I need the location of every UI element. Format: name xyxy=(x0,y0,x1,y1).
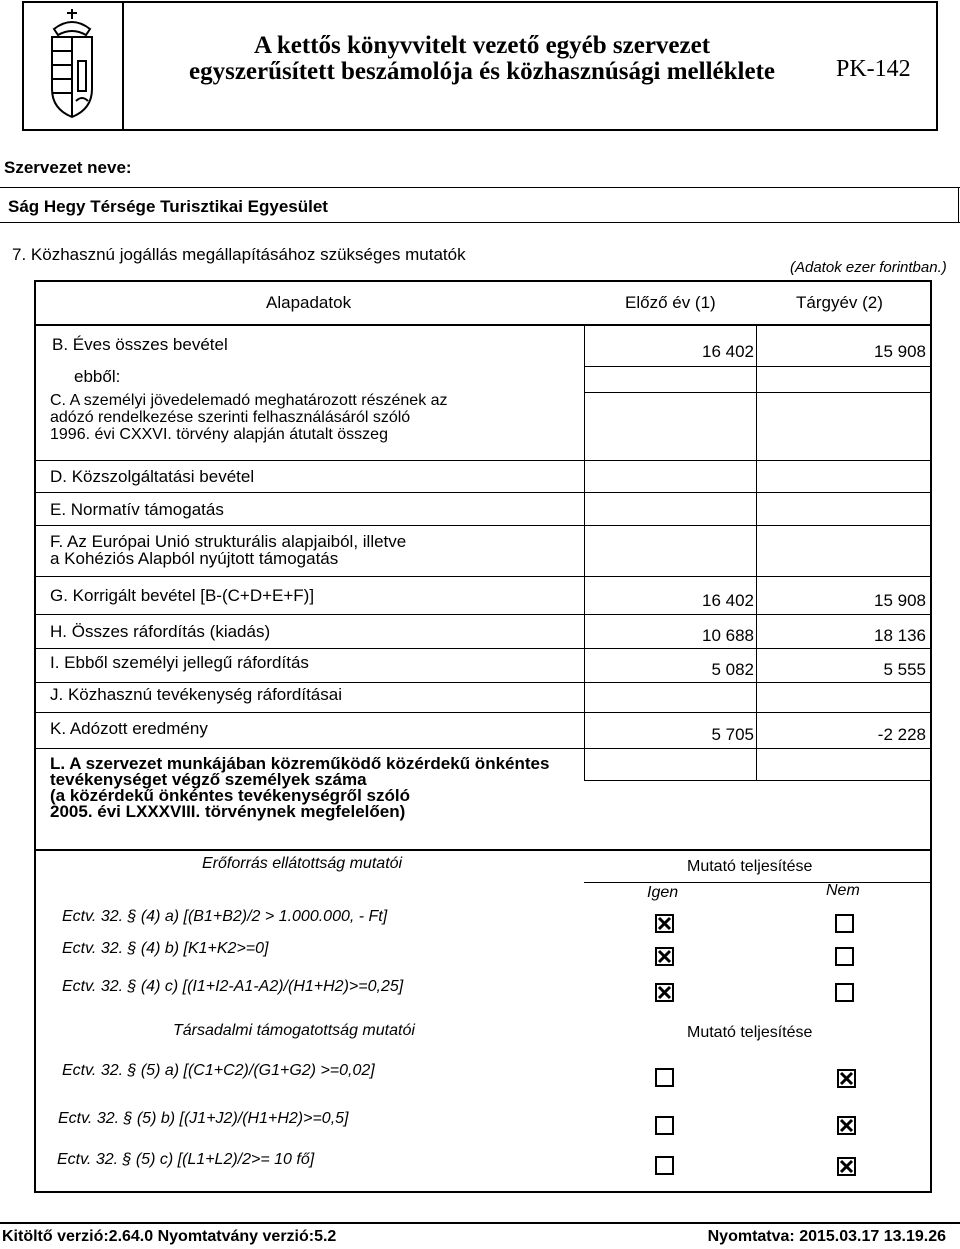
row-e-label: E. Normatív támogatás xyxy=(50,500,224,519)
table-header-rule xyxy=(34,324,932,326)
resource-item-1-label: Ectv. 32. § (4) a) [(B1+B2)/2 > 1.000.000, - Ft] xyxy=(62,908,388,925)
row-c-rule xyxy=(34,460,932,461)
resources-title: Erőforrás ellátottság mutatói xyxy=(202,855,403,872)
org-name-value: Ság Hegy Térsége Turisztikai Egyesület xyxy=(8,197,328,216)
social-item-1-yes-checkbox[interactable] xyxy=(655,1068,674,1087)
resources-yes-label: Igen xyxy=(647,884,679,901)
row-k-rule xyxy=(34,748,932,749)
row-b-label: B. Éves összes bevétel xyxy=(52,335,228,354)
resources-perf-rule xyxy=(584,882,932,883)
form-code: PK-142 xyxy=(836,56,911,82)
row-j-label: J. Közhasznú tevékenység ráfordításai xyxy=(50,685,342,704)
resources-no-label: Nem xyxy=(826,882,860,899)
org-right-rule xyxy=(958,187,959,223)
footer-rule xyxy=(0,1222,960,1224)
check-x-icon xyxy=(657,985,672,1000)
hungarian-crest-icon xyxy=(22,1,122,129)
resources-bottom-border xyxy=(34,1191,932,1193)
social-item-2-label: Ectv. 32. § (5) b) [(J1+J2)/(H1+H2)>=0,5] xyxy=(58,1110,349,1127)
org-top-rule xyxy=(0,187,960,188)
table-left-border xyxy=(34,280,36,850)
check-x-icon xyxy=(657,949,672,964)
resource-item-2-no-checkbox[interactable] xyxy=(835,947,854,966)
row-g-curr: 15 908 xyxy=(874,591,926,610)
form-title-line2: egyszerűsített beszámolója és közhasznúsági melléklete xyxy=(189,58,775,85)
unit-note: (Adatok ezer forintban.) xyxy=(790,259,947,276)
org-name-label: Szervezet neve: xyxy=(4,158,132,177)
row-g-label: G. Korrigált bevétel [B-(C+D+E+F)] xyxy=(50,586,315,605)
row-k-label: K. Adózott eredmény xyxy=(50,719,208,738)
resources-perf-title: Mutató teljesítése xyxy=(687,858,813,875)
row-f-line1: F. Az Európai Unió strukturális alapjaiból, illetve xyxy=(50,532,407,551)
row-d-label: D. Közszolgáltatási bevétel xyxy=(50,467,255,486)
row-c-line1: C. A személyi jövedelemadó meghatározott részének az xyxy=(50,392,448,409)
row-l-line4: 2005. évi LXXXVIII. törvénynek megfelelően) xyxy=(50,802,406,821)
form-title-line1: A kettős könyvvitelt vezető egyéb szervezet xyxy=(253,32,711,59)
social-perf-title: Mutató teljesítése xyxy=(687,1024,813,1041)
social-item-1-no-checkbox[interactable] xyxy=(837,1069,856,1088)
row-b-prev: 16 402 xyxy=(702,342,754,361)
org-bottom-rule xyxy=(0,222,960,223)
row-f-line2: a Kohéziós Alapból nyújtott támogatás xyxy=(50,549,339,568)
social-item-3-label: Ectv. 32. § (5) c) [(L1+L2)/2>= 10 fő] xyxy=(57,1151,315,1168)
row-b-rule xyxy=(584,366,932,367)
check-x-icon xyxy=(839,1118,854,1133)
row-k-prev: 5 705 xyxy=(711,725,754,744)
resource-item-2-yes-checkbox[interactable] xyxy=(655,947,674,966)
social-item-2-yes-checkbox[interactable] xyxy=(655,1116,674,1135)
social-item-2-no-checkbox[interactable] xyxy=(837,1116,856,1135)
social-title: Társadalmi támogatottság mutatói xyxy=(173,1022,415,1039)
section-title: 7. Közhasznú jogállás megállapításához szükséges mutatók xyxy=(12,245,466,264)
row-c-line3: 1996. évi CXXVI. törvény alapján átutalt összeg xyxy=(50,426,388,443)
social-item-3-yes-checkbox[interactable] xyxy=(655,1156,674,1175)
resources-top-border xyxy=(34,849,932,851)
row-g-rule xyxy=(34,614,932,615)
check-x-icon xyxy=(839,1071,854,1086)
row-h-rule xyxy=(34,648,932,649)
resources-right-border xyxy=(930,849,932,1193)
row-e-rule xyxy=(34,525,932,526)
resource-item-3-no-checkbox[interactable] xyxy=(835,983,854,1002)
resource-item-3-label: Ectv. 32. § (4) c) [(I1+I2-A1-A2)/(H1+H2)>=0,25] xyxy=(62,978,404,995)
row-i-prev: 5 082 xyxy=(711,660,754,679)
row-b-curr: 15 908 xyxy=(874,342,926,361)
resource-item-3-yes-checkbox[interactable] xyxy=(655,983,674,1002)
row-l-line3: (a közérdekű önkéntes tevékenységről szóló xyxy=(50,786,410,805)
row-ebbol-label: ebből: xyxy=(74,367,121,386)
row-i-rule xyxy=(34,682,932,683)
table-top-border xyxy=(34,280,932,282)
row-f-rule xyxy=(34,576,932,577)
row-i-curr: 5 555 xyxy=(883,660,926,679)
social-item-1-label: Ectv. 32. § (5) a) [(C1+C2)/(G1+G2) >=0,02] xyxy=(62,1062,375,1079)
row-k-curr: -2 228 xyxy=(877,725,926,744)
row-g-prev: 16 402 xyxy=(702,591,754,610)
resources-left-border xyxy=(34,849,36,1193)
row-l-line1: L. A szervezet munkájában közreműködő közérdekű önkéntes xyxy=(50,754,550,773)
row-h-curr: 18 136 xyxy=(874,626,926,645)
row-l-value-rule xyxy=(584,780,932,781)
crest-cell xyxy=(22,1,124,131)
footer-version: Kitöltő verzió:2.64.0 Nyomtatvány verzió:5.2 xyxy=(2,1228,337,1245)
row-l-line2: tevékenységet végző személyek száma xyxy=(50,770,367,789)
row-ebbol-rule xyxy=(584,392,932,393)
resource-item-2-label: Ectv. 32. § (4) b) [K1+K2>=0] xyxy=(62,940,269,957)
row-c-line2: adózó rendelkezése szerinti felhasználásáról szóló xyxy=(50,409,411,426)
col-header-curr: Tárgyév (2) xyxy=(796,293,883,312)
row-i-label: I. Ebből személyi jellegű ráfordítás xyxy=(50,653,309,672)
col-header-base: Alapadatok xyxy=(266,293,352,312)
row-d-rule xyxy=(34,492,932,493)
resource-item-1-no-checkbox[interactable] xyxy=(835,914,854,933)
footer-printed: Nyomtatva: 2015.03.17 13.19.26 xyxy=(707,1228,946,1245)
check-x-icon xyxy=(657,916,672,931)
check-x-icon xyxy=(839,1159,854,1174)
social-item-3-no-checkbox[interactable] xyxy=(837,1157,856,1176)
col-header-prev: Előző év (1) xyxy=(625,293,716,312)
row-h-label: H. Összes ráfordítás (kiadás) xyxy=(50,622,271,641)
resource-item-1-yes-checkbox[interactable] xyxy=(655,914,674,933)
row-h-prev: 10 688 xyxy=(702,626,754,645)
row-j-rule xyxy=(34,712,932,713)
